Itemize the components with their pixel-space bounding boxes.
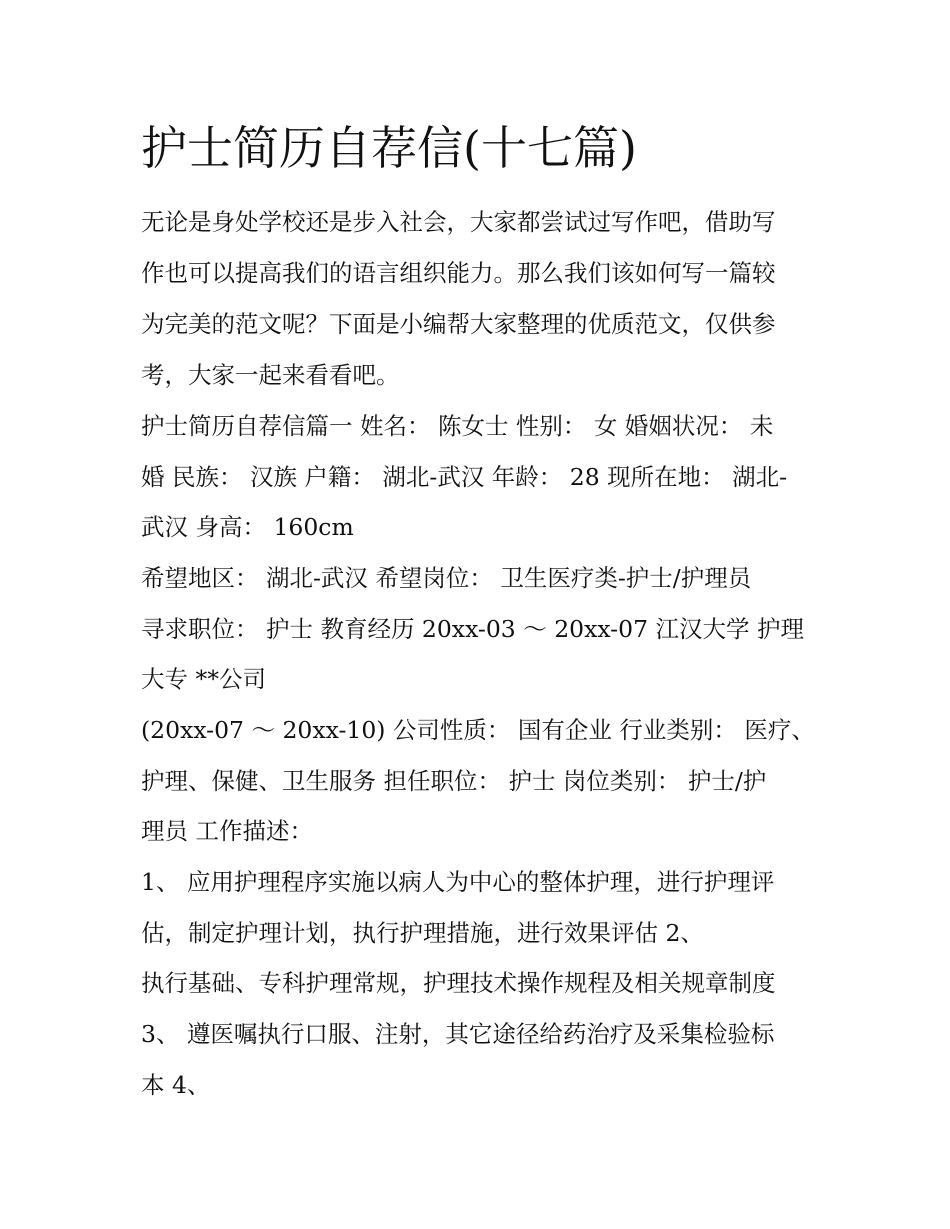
body-line-2: 作也可以提高我们的语言组织能力。那么我们该如何写一篇较 <box>141 259 776 287</box>
body-line-1: 无论是身处学校还是步入社会，大家都尝试过写作吧，借助写 <box>141 208 776 236</box>
body-line-14: 1、 应用护理程序实施以病人为中心的整体护理，进行护理评 <box>141 868 775 896</box>
body-line-4: 考，大家一起来看看吧。 <box>141 361 400 389</box>
body-line-13: 理员 工作描述： <box>141 817 313 845</box>
body-line-15: 估，制定护理计划，执行护理措施，进行效果评估 2、 <box>141 919 704 947</box>
body-line-12: 护理、保健、卫生服务 担任职位： 护士 岗位类别： 护士/护 <box>141 767 767 795</box>
body-line-7: 武汉 身高： 160cm <box>141 513 354 541</box>
body-line-17: 3、 遵医嘱执行口服、注射，其它途径给药治疗及采集检验标 <box>141 1020 775 1048</box>
document-title: 护士简历自荐信(十七篇) <box>141 121 637 175</box>
body-line-10: 大专 **公司 <box>141 665 266 693</box>
body-line-3: 为完美的范文呢？下面是小编帮大家整理的优质范文，仅供参 <box>141 310 776 338</box>
body-line-9: 寻求职位： 护士 教育经历 20xx-03 ～ 20xx-07 江汉大学 护理 <box>141 615 804 643</box>
body-line-18: 本 4、 <box>141 1071 211 1099</box>
body-line-5: 护士简历自荐信篇一 姓名： 陈女士 性别： 女 婚姻状况： 未 <box>141 412 774 440</box>
body-line-6: 婚 民族： 汉族 户籍： 湖北-武汉 年龄： 28 现所在地： 湖北- <box>141 463 788 491</box>
body-line-8: 希望地区： 湖北-武汉 希望岗位： 卫生医疗类-护士/护理员 <box>141 564 752 592</box>
body-line-16: 执行基础、专科护理常规，护理技术操作规程及相关规章制度 <box>141 969 776 997</box>
body-line-11: (20xx-07 ～ 20xx-10) 公司性质： 国有企业 行业类别： 医疗、 <box>141 716 815 744</box>
